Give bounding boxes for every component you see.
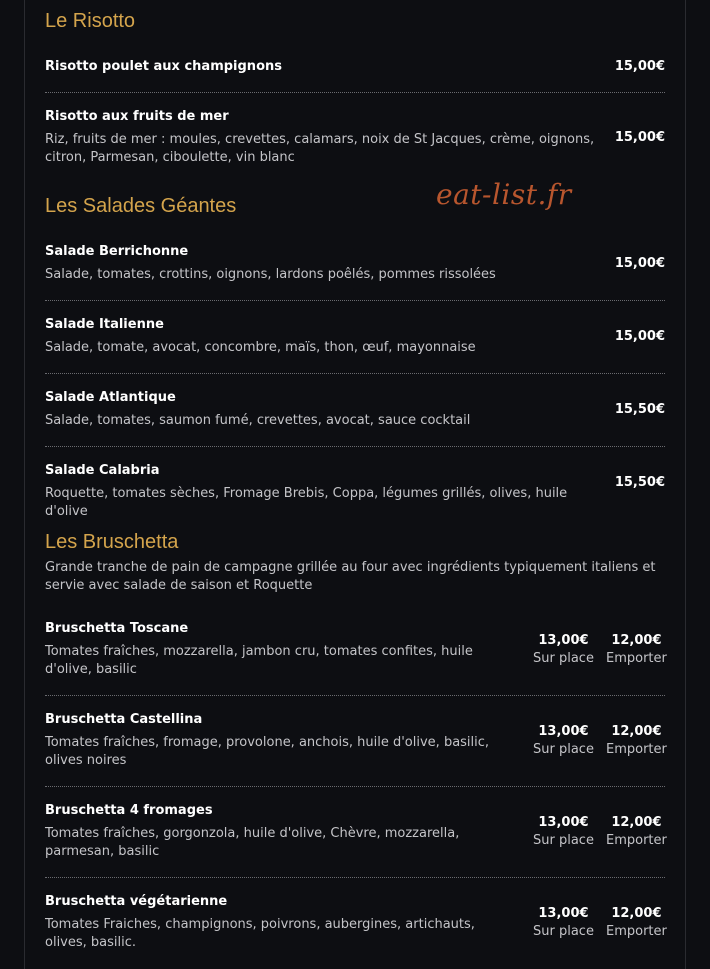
price-sur-place bbox=[533, 723, 594, 759]
menu-item-bruschetta-vegetarienne bbox=[45, 893, 665, 952]
price-label: Sur place bbox=[533, 742, 594, 757]
price-emporter bbox=[606, 814, 667, 850]
divider bbox=[45, 373, 665, 374]
menu-item-risotto-poulet bbox=[45, 58, 665, 76]
item-name: Risotto poulet aux champignons bbox=[45, 59, 282, 74]
item-price: 15,00€ bbox=[614, 130, 665, 145]
item-name: Salade Atlantique bbox=[45, 390, 176, 405]
item-description: Salade, tomates, saumon fumé, crevettes, avocat, sauce cocktail bbox=[45, 413, 471, 428]
price-emporter bbox=[606, 905, 667, 941]
item-description: Riz, fruits de mer : moules, crevettes, calamars, noix de St Jacques, crème, oignons, citron, Parmesan, ciboulette, vin blanc bbox=[45, 132, 595, 165]
item-name: Bruschetta 4 fromages bbox=[45, 803, 213, 818]
price-label: Sur place bbox=[533, 833, 594, 848]
item-name: Bruschetta Castellina bbox=[45, 712, 203, 727]
menu-item-bruschetta-castellina bbox=[45, 711, 665, 770]
divider bbox=[45, 695, 665, 696]
item-description: Tomates fraîches, fromage, provolone, anchois, huile d'olive, basilic, olives noires bbox=[45, 735, 490, 768]
price-value: 13,00€ bbox=[538, 633, 589, 648]
item-price: 15,50€ bbox=[614, 402, 665, 417]
section-title-bruschetta: Les Bruschetta bbox=[45, 531, 179, 553]
divider bbox=[45, 300, 665, 301]
divider bbox=[45, 786, 665, 787]
item-price: 15,00€ bbox=[614, 59, 665, 74]
price-value: 13,00€ bbox=[538, 724, 589, 739]
price-label: Emporter bbox=[606, 924, 667, 939]
price-sur-place bbox=[533, 814, 594, 850]
price-emporter bbox=[606, 723, 667, 759]
price-value: 12,00€ bbox=[611, 815, 662, 830]
item-description: Tomates fraîches, mozzarella, jambon cru, tomates confites, huile d'olive, basilic bbox=[45, 644, 473, 677]
divider bbox=[45, 446, 665, 447]
price-label: Sur place bbox=[533, 651, 594, 666]
item-price: 15,00€ bbox=[614, 256, 665, 271]
price-label: Sur place bbox=[533, 924, 594, 939]
item-name: Salade Berrichonne bbox=[45, 244, 189, 259]
section-title-salades: Les Salades Géantes bbox=[45, 195, 237, 217]
price-sur-place bbox=[533, 632, 594, 668]
item-description: Roquette, tomates sèches, Fromage Brebis, Coppa, légumes grillés, olives, huile d'olive bbox=[45, 486, 568, 519]
divider bbox=[45, 92, 665, 93]
menu-item-salade-calabria bbox=[45, 462, 665, 521]
item-name: Salade Italienne bbox=[45, 317, 164, 332]
price-value: 12,00€ bbox=[611, 633, 662, 648]
price-label: Emporter bbox=[606, 833, 667, 848]
watermark: eat-list.fr bbox=[436, 178, 572, 211]
price-value: 13,00€ bbox=[538, 906, 589, 921]
price-value: 12,00€ bbox=[611, 906, 662, 921]
menu-item-salade-berrichonne bbox=[45, 243, 665, 284]
menu-item-salade-atlantique bbox=[45, 389, 665, 430]
price-label: Emporter bbox=[606, 742, 667, 757]
section-intro-bruschetta: Grande tranche de pain de campagne grillée au four avec ingrédients typiquement italiens et servie avec salade de saison et Roquette bbox=[45, 560, 656, 593]
item-description: Salade, tomate, avocat, concombre, maïs, thon, œuf, mayonnaise bbox=[45, 340, 476, 355]
section-title-risotto: Le Risotto bbox=[45, 10, 136, 32]
menu-item-bruschetta-toscane bbox=[45, 620, 665, 679]
price-sur-place bbox=[533, 905, 594, 941]
menu-item-bruschetta-4-fromages bbox=[45, 802, 665, 861]
item-name: Bruschetta Toscane bbox=[45, 621, 189, 636]
price-emporter bbox=[606, 632, 667, 668]
item-price: 15,00€ bbox=[614, 329, 665, 344]
item-name: Bruschetta végétarienne bbox=[45, 894, 228, 909]
item-name: Risotto aux fruits de mer bbox=[45, 109, 229, 124]
divider bbox=[45, 877, 665, 878]
item-description: Tomates fraîches, gorgonzola, huile d'olive, Chèvre, mozzarella, parmesan, basilic bbox=[45, 826, 460, 859]
item-description: Salade, tomates, crottins, oignons, lardons poêlés, pommes rissolées bbox=[45, 267, 496, 282]
item-name: Salade Calabria bbox=[45, 463, 160, 478]
item-price: 15,50€ bbox=[614, 475, 665, 490]
menu-item-salade-italienne bbox=[45, 316, 665, 357]
price-label: Emporter bbox=[606, 651, 667, 666]
item-description: Tomates Fraiches, champignons, poivrons, aubergines, artichauts, olives, basilic. bbox=[45, 917, 475, 950]
menu-item-risotto-fruits-de-mer bbox=[45, 108, 665, 167]
price-value: 13,00€ bbox=[538, 815, 589, 830]
price-value: 12,00€ bbox=[611, 724, 662, 739]
